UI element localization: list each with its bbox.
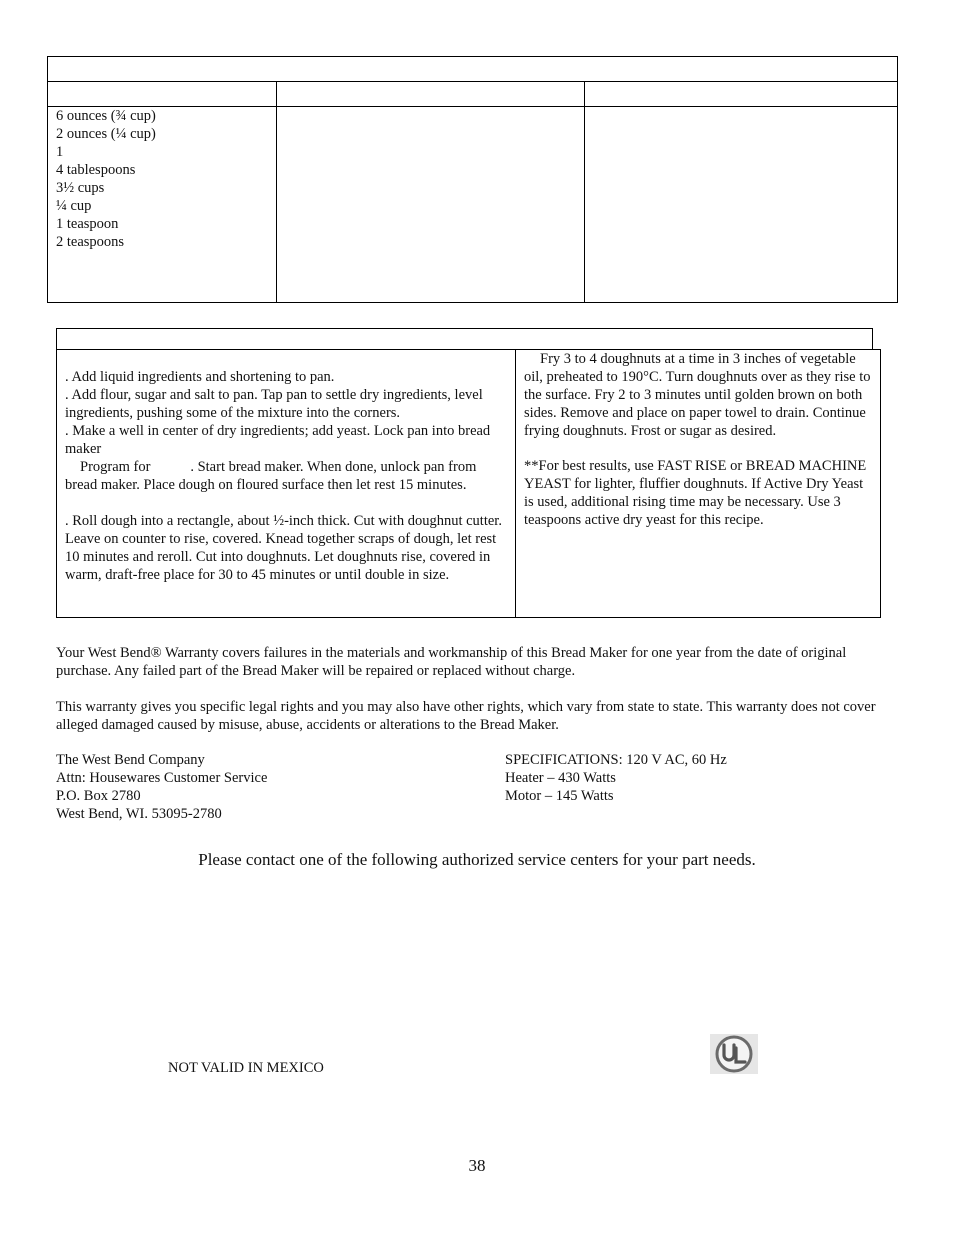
direction-step [65,386,505,422]
service-contact-text: Please contact one of the following authorized service centers for your part needs. [198,850,756,869]
specifications [505,751,727,805]
warranty-paragraph: Your West Bend® Warranty covers failures in the materials and workmanship of this Bread Maker for one year from the date of original purchase. Any failed part of the Bread Maker will be repaired or replaced without charge. [56,645,847,679]
table-divider [276,81,277,302]
table-divider [48,81,897,82]
direction-step-text: . Add flour, sugar and salt to pan. Tap pan to settle dry ingredients, level ingredients, pushing some of the mixture into the corners. [65,387,483,421]
ul-logo-icon [710,1034,758,1074]
ingredient-quantity: 2 ounces (¼ cup) [56,126,156,142]
directions-table [56,349,881,618]
spec-line: Motor – 145 Watts [505,788,614,804]
yeast-note: **For best results, use FAST RISE or BREAD MACHINE YEAST for lighter, fluffier doughnuts. If Active Dry Yeast is used, additional rising time may be necessary. Use 3 teaspoons active dry yeast for this recipe. [524,458,867,528]
directions-header [56,328,873,350]
address-line: P.O. Box 2780 [56,788,141,804]
address-line: Attn: Housewares Customer Service [56,770,268,786]
direction-step [65,458,505,494]
ingredient-quantity: 6 ounces (¾ cup) [56,108,156,124]
table-divider [584,81,585,302]
spec-line: Heater – 430 Watts [505,770,616,786]
address-line: West Bend, WI. 53095-2780 [56,806,222,822]
ingredients-table [47,56,898,303]
ingredient-quantities [56,107,156,251]
spec-line: SPECIFICATIONS: 120 V AC, 60 Hz [505,752,727,768]
direction-step [65,368,505,386]
company-address [56,751,267,823]
ingredient-quantity: ¼ cup [56,198,92,214]
ingredient-quantity: 1 teaspoon [56,216,119,232]
direction-step-text: . Make a well in center of dry ingredients; add yeast. Lock pan into bread maker [65,423,491,457]
frying-text: Fry 3 to 4 doughnuts at a time in 3 inches of vegetable oil, preheated to 190°C. Turn doughnuts over as they rise to the surface. Fry 2 to 3 minutes until golden brown on both sides. Remove and place on paper towel to drain. Continue frying doughnuts. Frost or sugar as desired. [524,351,871,439]
ingredient-quantity: 1 [56,144,64,160]
ingredient-quantity: 3½ cups [56,180,105,196]
direction-step-text: . Add liquid ingredients and shortening to pan. [65,369,335,385]
page-number: 38 [468,1156,486,1175]
direction-step [65,512,505,584]
ingredient-quantity: 4 tablespoons [56,162,136,178]
frying-instructions [524,350,876,529]
direction-step-text: Program for . Start bread maker. When done, unlock pan from bread maker. Place dough on floured surface then let rest 15 minutes. [65,459,480,493]
warranty-paragraph: This warranty gives you specific legal rights and you may also have other rights, which vary from state to state. This warranty does not cover alleged damaged caused by misuse, abuse, accidents or alterations to the Bread Maker. [56,699,876,733]
table-divider [48,106,897,107]
ingredient-quantity: 2 teaspoons [56,234,125,250]
direction-step-text: . Roll dough into a rectangle, about ½-inch thick. Cut with doughnut cutter. Leave on counter to rise, covered. Knead together scraps of dough, let rest 10 minutes and reroll. Cut into doughnuts. Let doughnuts rise, covered in warm, draft-free place for 30 to 45 minutes or until double in size. [65,513,502,583]
address-line: The West Bend Company [56,752,205,768]
table-divider [515,350,516,617]
direction-step [65,422,505,458]
not-valid-notice: NOT VALID IN MEXICO [168,1060,324,1076]
